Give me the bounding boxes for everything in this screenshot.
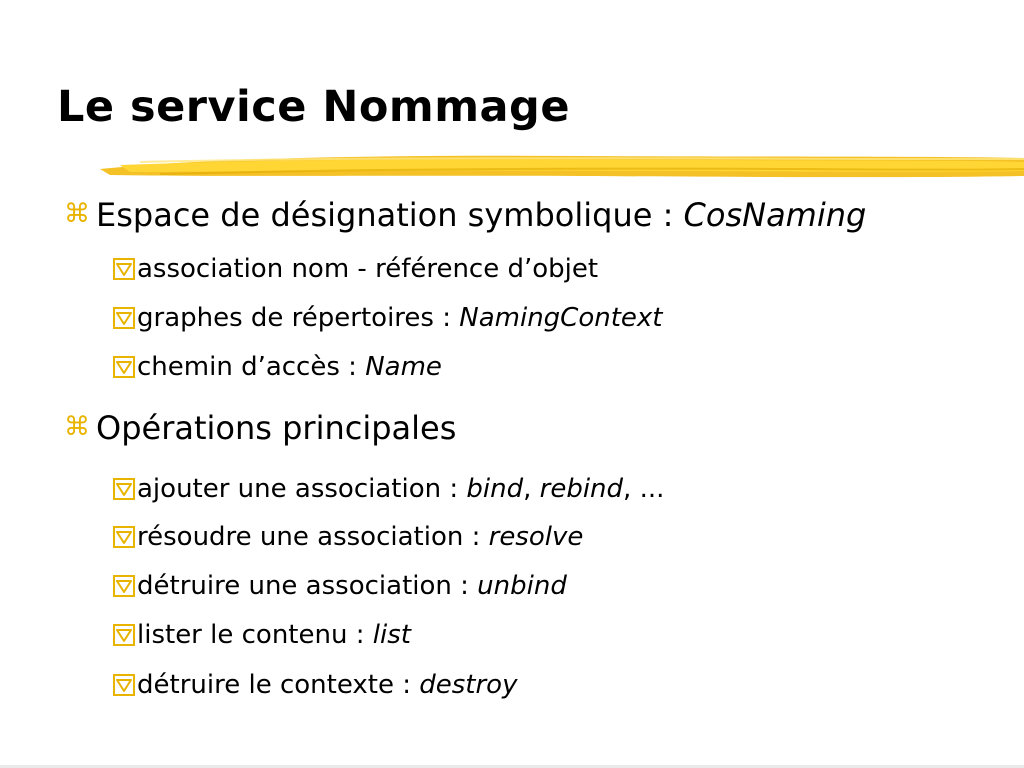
command-key-icon: ⌘ bbox=[64, 412, 90, 442]
bullet-operations-principales: ⌘ Opérations principales bbox=[64, 409, 457, 447]
command-key-icon: ⌘ bbox=[64, 199, 90, 229]
slide-title: Le service Nommage bbox=[57, 82, 570, 132]
title-underline-brushstroke bbox=[100, 145, 1024, 187]
yield-sign-icon bbox=[113, 307, 135, 329]
sub-bullet-graphes: graphes de répertoires : NamingContext bbox=[113, 305, 663, 331]
yield-sign-icon bbox=[113, 478, 135, 500]
sub-bullet-resoudre: résoudre une association : resolve bbox=[113, 524, 583, 550]
sub-bullet-association: association nom - référence d’objet bbox=[113, 256, 598, 282]
sub-bullet-ajouter: ajouter une association : bind, rebind, ... bbox=[113, 476, 664, 502]
yield-sign-icon bbox=[113, 356, 135, 378]
sub-bullet-detruire-association: détruire une association : unbind bbox=[113, 573, 567, 599]
yield-sign-icon bbox=[113, 624, 135, 646]
yield-sign-icon bbox=[113, 575, 135, 597]
bullet-espace-de-designation: ⌘ Espace de désignation symbolique : CosNaming bbox=[64, 196, 867, 234]
sub-bullet-detruire-contexte: détruire le contexte : destroy bbox=[113, 672, 517, 698]
sub-bullet-chemin: chemin d’accès : Name bbox=[113, 354, 442, 380]
sub-bullet-lister: lister le contenu : list bbox=[113, 622, 411, 648]
yield-sign-icon bbox=[113, 674, 135, 696]
yield-sign-icon bbox=[113, 526, 135, 548]
yield-sign-icon bbox=[113, 258, 135, 280]
